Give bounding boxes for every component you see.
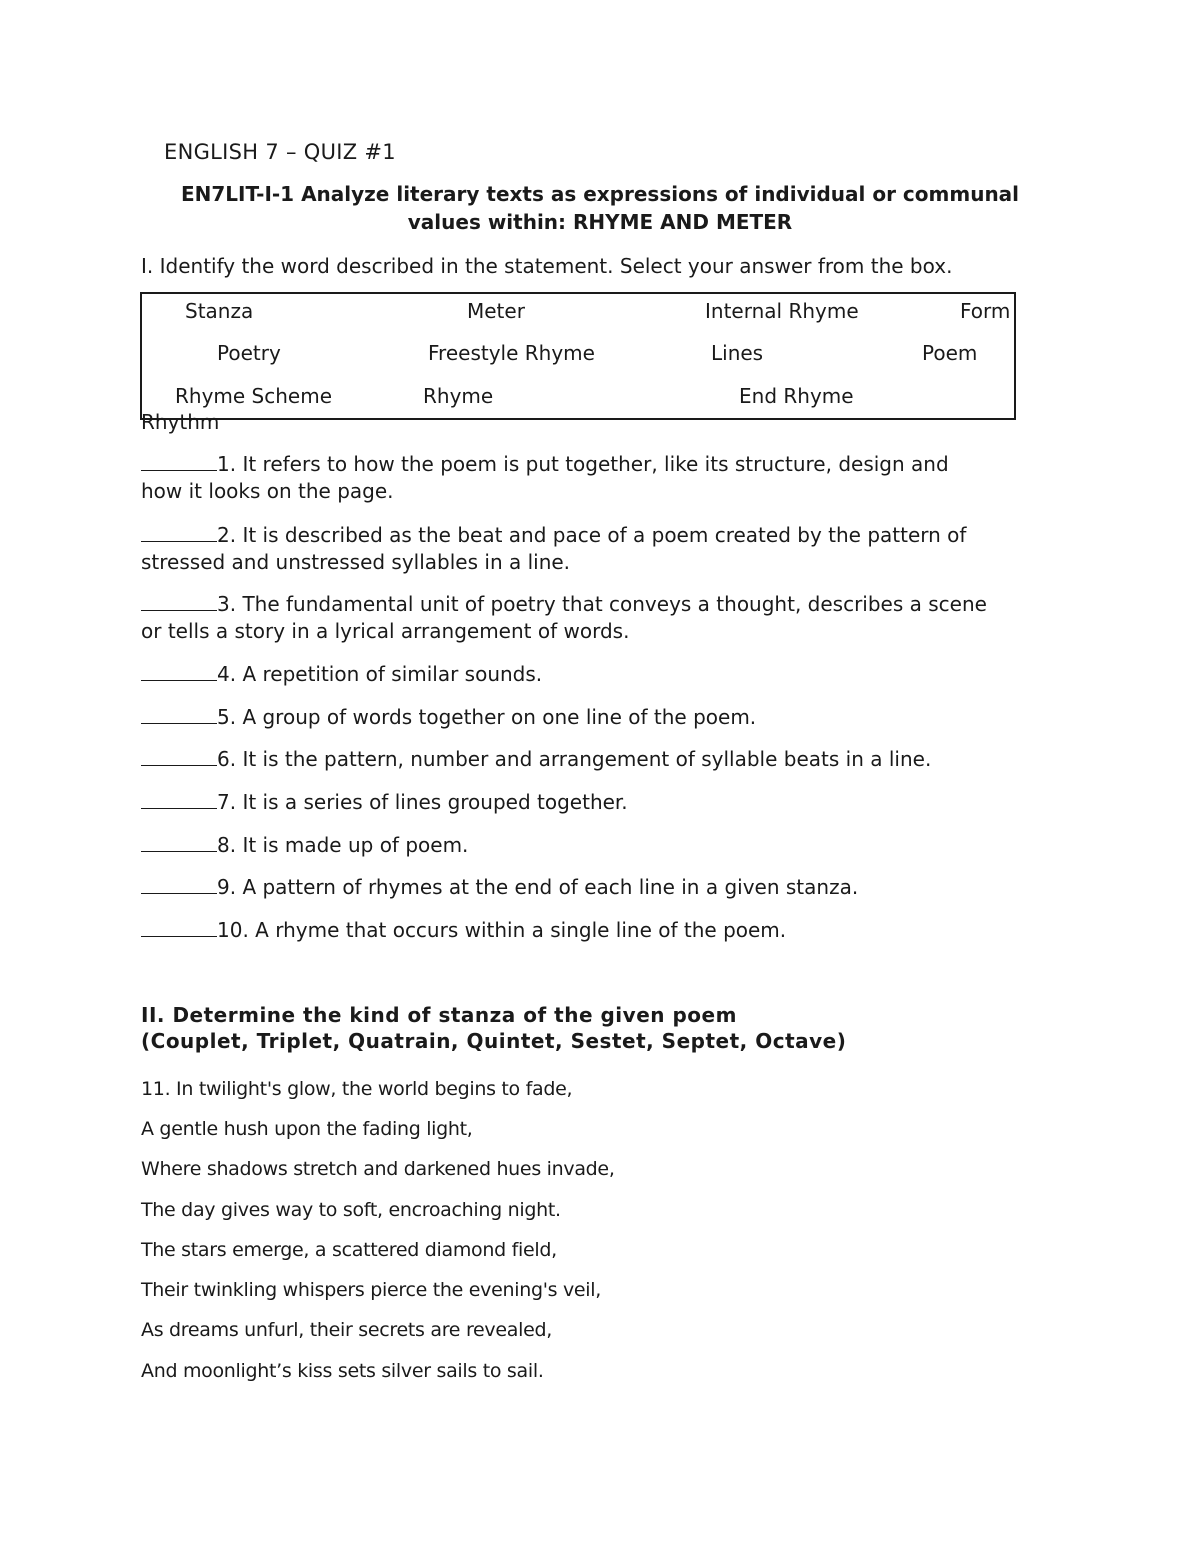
poem-line: And moonlight’s kiss sets silver sails to sail. bbox=[141, 1360, 544, 1382]
word-box-item: End Rhyme bbox=[739, 384, 854, 408]
poem-line: Where shadows stretch and darkened hues invade, bbox=[141, 1158, 615, 1180]
part2-options: (Couplet, Triplet, Quatrain, Quintet, Sestet, Septet, Octave) bbox=[141, 1029, 847, 1053]
answer-blank[interactable] bbox=[141, 920, 217, 937]
answer-blank[interactable] bbox=[141, 594, 217, 611]
word-box-item: Rhythm bbox=[141, 410, 220, 434]
word-box bbox=[140, 292, 1016, 420]
question-1: 1. It refers to how the poem is put together, like its structure, design and how it looks on the page. bbox=[141, 452, 949, 503]
answer-blank[interactable] bbox=[141, 835, 217, 852]
question-4: 4. A repetition of similar sounds. bbox=[141, 661, 1061, 688]
answer-blank[interactable] bbox=[141, 525, 217, 542]
word-box-item: Poetry bbox=[217, 341, 281, 365]
question-7: 7. It is a series of lines grouped together. bbox=[141, 789, 1061, 816]
word-box-item: Freestyle Rhyme bbox=[428, 341, 595, 365]
answer-blank[interactable] bbox=[141, 792, 217, 809]
part1-instruction: I. Identify the word described in the statement. Select your answer from the box. bbox=[141, 254, 953, 278]
answer-blank[interactable] bbox=[141, 454, 217, 471]
question-9: 9. A pattern of rhymes at the end of each line in a given stanza. bbox=[141, 874, 1061, 901]
word-box-item: Rhyme bbox=[423, 384, 494, 408]
question-8: 8. It is made up of poem. bbox=[141, 832, 1061, 859]
poem-line: Their twinkling whispers pierce the evening's veil, bbox=[141, 1279, 601, 1301]
competency-line-2: values within: RHYME AND METER bbox=[407, 210, 793, 234]
question-5: 5. A group of words together on one line of the poem. bbox=[141, 704, 1061, 731]
word-box-item: Form bbox=[960, 299, 1011, 323]
part2-heading: II. Determine the kind of stanza of the given poem bbox=[141, 1003, 737, 1027]
poem-line: The stars emerge, a scattered diamond field, bbox=[141, 1239, 557, 1261]
word-box-item: Stanza bbox=[185, 299, 254, 323]
answer-blank[interactable] bbox=[141, 877, 217, 894]
word-box-item: Meter bbox=[467, 299, 525, 323]
poem-line: A gentle hush upon the fading light, bbox=[141, 1118, 473, 1140]
word-box-item: Poem bbox=[922, 341, 978, 365]
word-box-item: Lines bbox=[711, 341, 764, 365]
poem-line: The day gives way to soft, encroaching night. bbox=[141, 1199, 561, 1221]
question-10: 10. A rhyme that occurs within a single line of the poem. bbox=[141, 917, 1061, 944]
question-2: 2. It is described as the beat and pace of a poem created by the pattern of stressed and unstressed syllables in a line. bbox=[141, 523, 967, 574]
quiz-title: ENGLISH 7 – QUIZ #1 bbox=[164, 140, 396, 164]
answer-blank[interactable] bbox=[141, 664, 217, 681]
question-6: 6. It is the pattern, number and arrangement of syllable beats in a line. bbox=[141, 746, 1061, 773]
word-box-item: Internal Rhyme bbox=[705, 299, 859, 323]
answer-blank[interactable] bbox=[141, 749, 217, 766]
competency-line-1: EN7LIT-I-1 Analyze literary texts as expressions of individual or communal bbox=[180, 182, 1020, 206]
answer-blank[interactable] bbox=[141, 707, 217, 724]
word-box-item: Rhyme Scheme bbox=[175, 384, 333, 408]
poem-line: As dreams unfurl, their secrets are revealed, bbox=[141, 1319, 552, 1341]
question-3: 3. The fundamental unit of poetry that conveys a thought, describes a scene or tells a story in a lyrical arrangement of words. bbox=[141, 592, 987, 643]
poem-line: 11. In twilight's glow, the world begins to fade, bbox=[141, 1078, 573, 1100]
